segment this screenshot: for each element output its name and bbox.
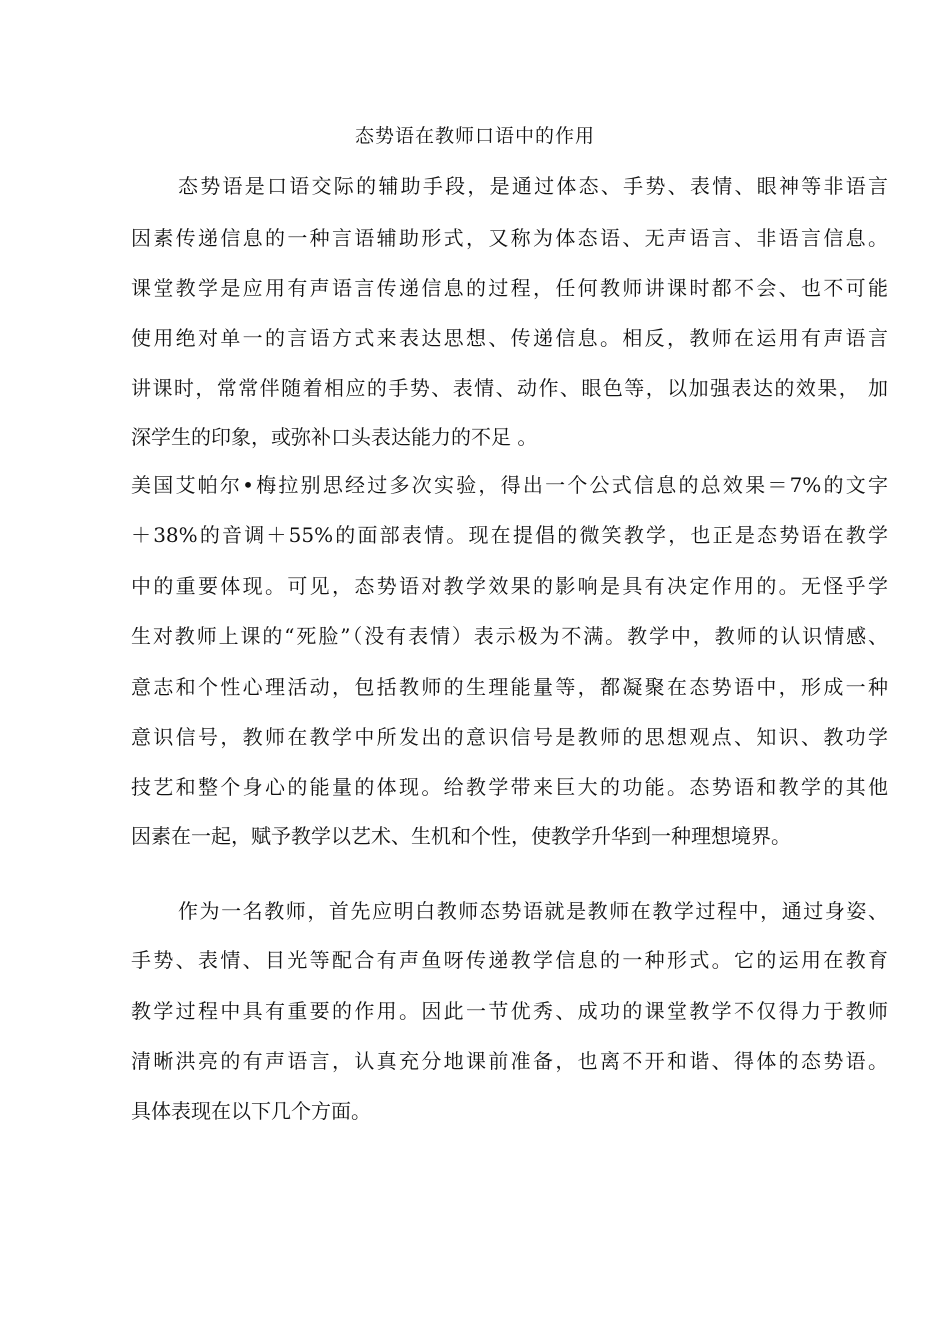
text-line: 清晰洪亮的有声语言，认真充分地课前准备，也离不开和谐、得体的态势语。 bbox=[131, 1049, 888, 1073]
text-line: 作为一名教师，首先应明白教师态势语就是教师在教学过程中，通过身姿、 bbox=[178, 899, 888, 923]
text-line: 具体表现在以下几个方面。 bbox=[131, 1099, 371, 1123]
text-line: 教学过程中具有重要的作用。因此一节优秀、成功的课堂教学不仅得力于教师 bbox=[131, 999, 888, 1023]
text-line: 技艺和整个身心的能量的体现。给教学带来巨大的功能。态势语和教学的其他 bbox=[131, 775, 888, 799]
text-line: 意识信号，教师在教学中所发出的意识信号是教师的思想观点、知识、教功学 bbox=[131, 725, 888, 749]
text-line: 态势语是口语交际的辅助手段，是通过体态、手势、表情、眼神等非语言 bbox=[178, 174, 888, 198]
text-line: ＋38%的音调＋55%的面部表情。现在提倡的微笑教学，也正是态势语在教学 bbox=[131, 523, 888, 547]
text-line: 意志和个性心理活动，包括教师的生理能量等，都凝聚在态势语中，形成一种 bbox=[131, 675, 888, 699]
text-line: 因素传递信息的一种言语辅助形式，又称为体态语、无声语言、非语言信息。 bbox=[131, 226, 888, 250]
text-line: 使用绝对单一的言语方式来表达思想、传递信息。相反，教师在运用有声语言 bbox=[131, 326, 888, 350]
text-line: 美国艾帕尔•梅拉别思经过多次实验，得出一个公式信息的总效果＝7%的文字 bbox=[131, 473, 888, 497]
text-line: 手势、表情、目光等配合有声鱼呀传递教学信息的一种形式。它的运用在教育 bbox=[131, 948, 888, 972]
text-line: 课堂教学是应用有声语言传递信息的过程，任何教师讲课时都不会、也不可能 bbox=[131, 276, 888, 300]
text-line: 深学生的印象，或弥补口头表达能力的不足 。 bbox=[131, 425, 538, 449]
text-line: 中的重要体现。可见，态势语对教学效果的影响是具有决定作用的。无怪乎学 bbox=[131, 574, 888, 598]
text-line: 因素在一起，赋予教学以艺术、生机和个性，使教学升华到一种理想境界。 bbox=[131, 824, 791, 848]
text-line: 生对教师上课的“死脸”（没有表情）表示极为不满。教学中，教师的认识情感、 bbox=[131, 624, 888, 648]
text-line: 讲课时，常常伴随着相应的手势、表情、动作、眼色等，以加强表达的效果， 加 bbox=[131, 376, 888, 400]
document-title: 态势语在教师口语中的作用 bbox=[354, 125, 595, 147]
